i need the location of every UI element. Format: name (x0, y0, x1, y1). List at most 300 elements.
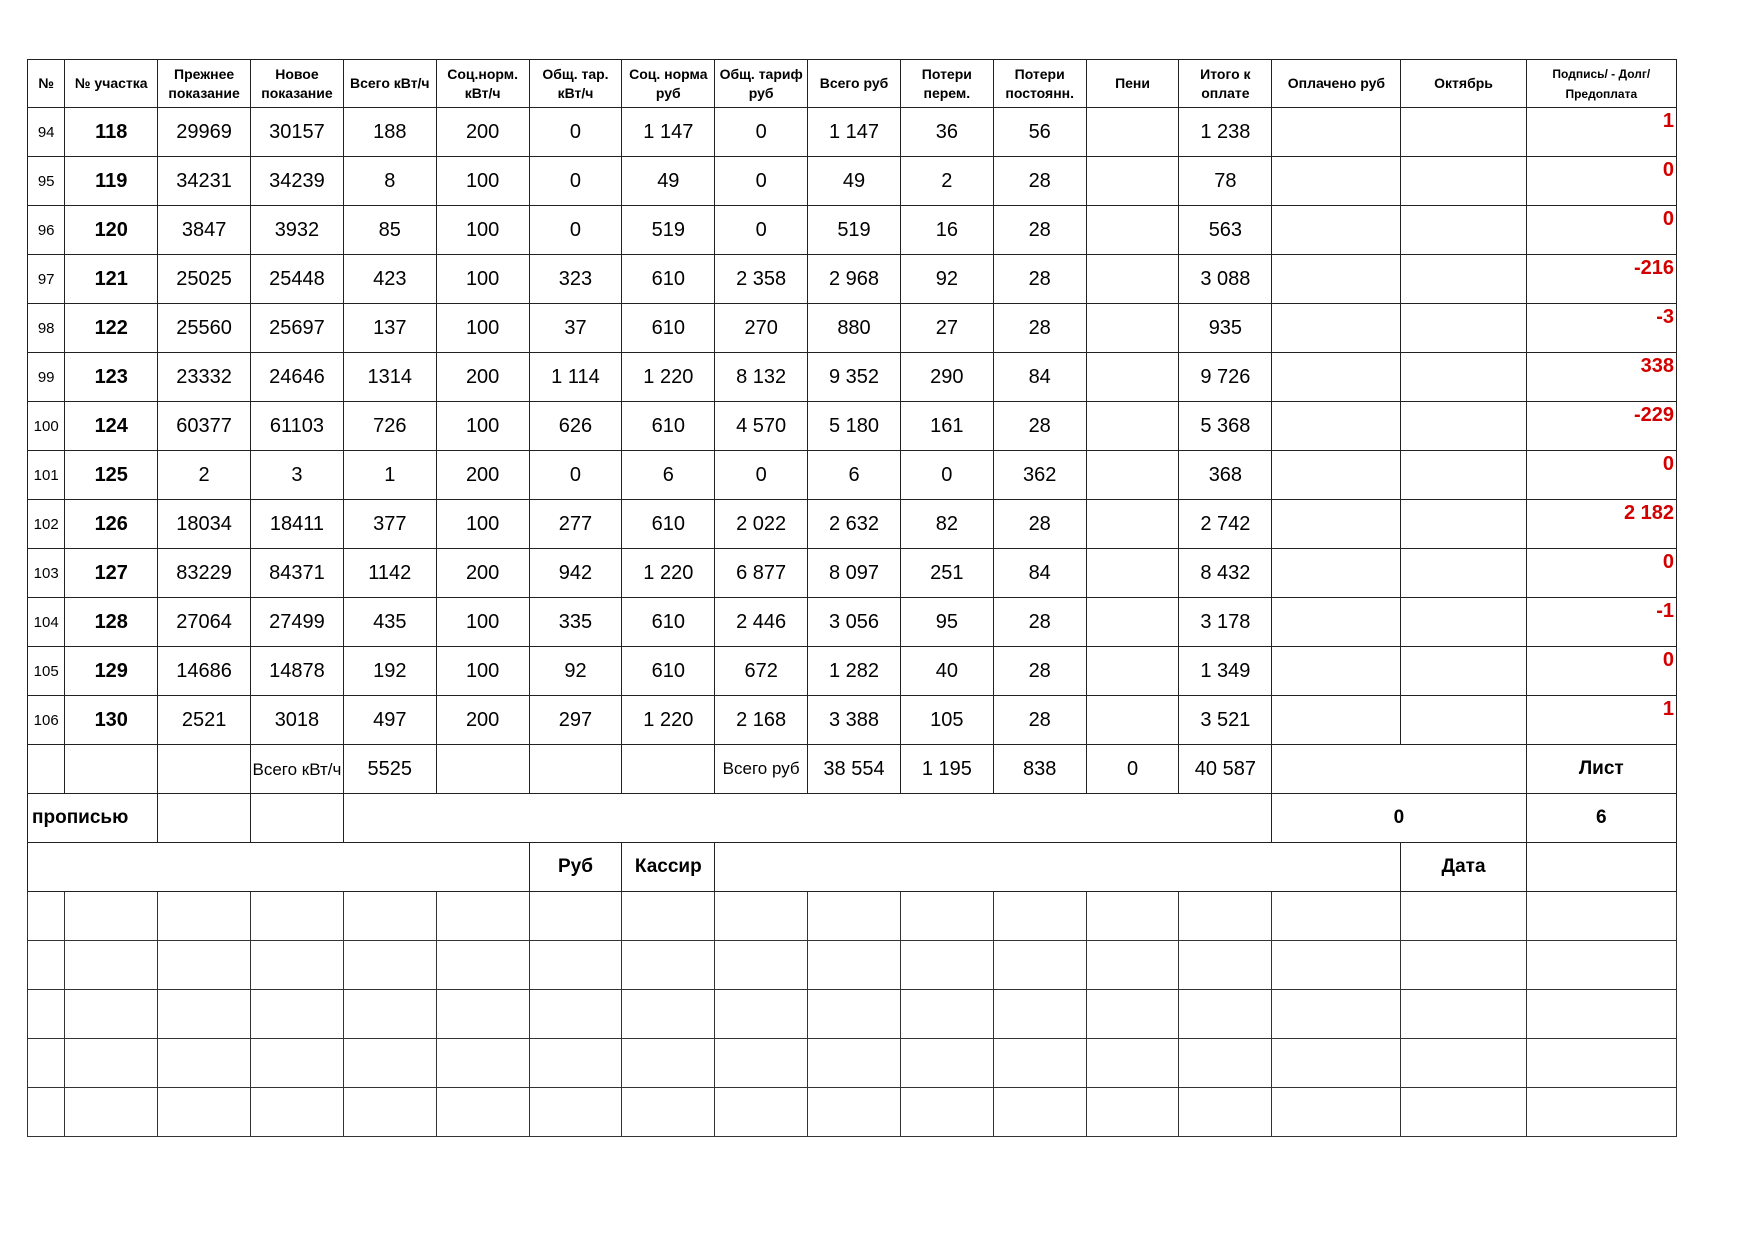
table-row (28, 500, 1677, 549)
empty-cell (28, 843, 530, 892)
amount-in-words-field[interactable] (343, 794, 1271, 843)
previous-reading: 18034 (158, 500, 251, 549)
october-value (1401, 402, 1526, 451)
fines (1086, 108, 1179, 157)
empty-grid-cell[interactable] (808, 892, 901, 941)
plot-number: 124 (65, 402, 158, 451)
new-reading: 84371 (251, 549, 344, 598)
empty-grid-cell[interactable] (65, 990, 158, 1039)
col-header-paid-rub: Оплачено руб (1272, 60, 1401, 108)
empty-grid-cell[interactable] (1086, 941, 1179, 990)
table-row (28, 206, 1677, 255)
empty-grid-cell[interactable] (1272, 941, 1401, 990)
empty-grid-cell[interactable] (1401, 892, 1526, 941)
empty-grid-cell[interactable] (622, 892, 715, 941)
social-norm-kwh: 100 (436, 206, 529, 255)
social-norm-kwh: 200 (436, 353, 529, 402)
empty-grid-cell[interactable] (1179, 1039, 1272, 1088)
balance-value: -229 (1526, 402, 1676, 451)
total-to-pay: 368 (1179, 451, 1272, 500)
october-value (1401, 598, 1526, 647)
col-header-total-kwh: Всего кВт/ч (343, 60, 436, 108)
row-index: 98 (28, 304, 65, 353)
constant-losses: 28 (993, 500, 1086, 549)
table-row (28, 647, 1677, 696)
social-norm-kwh: 100 (436, 500, 529, 549)
row-index: 104 (28, 598, 65, 647)
empty-grid-cell[interactable] (1272, 990, 1401, 1039)
empty-grid-cell[interactable] (1179, 990, 1272, 1039)
previous-reading: 34231 (158, 157, 251, 206)
fines (1086, 647, 1179, 696)
row-index: 99 (28, 353, 65, 402)
total-to-pay: 9 726 (1179, 353, 1272, 402)
col-header-new-reading: Новое показание (251, 60, 344, 108)
total-rub: 3 388 (808, 696, 901, 745)
general-tariff-rub: 2 446 (715, 598, 808, 647)
balance-value: 1 (1526, 108, 1676, 157)
paid-rub (1272, 451, 1401, 500)
empty-grid-cell[interactable] (158, 892, 251, 941)
plot-number: 120 (65, 206, 158, 255)
october-value (1401, 304, 1526, 353)
balance-value: -216 (1526, 255, 1676, 304)
general-tariff-rub: 2 022 (715, 500, 808, 549)
empty-grid-cell[interactable] (715, 941, 808, 990)
empty-grid-row (28, 990, 1677, 1039)
col-header-previous-reading: Прежнее показание (158, 60, 251, 108)
general-tariff-kwh: 0 (529, 157, 622, 206)
row-index: 105 (28, 647, 65, 696)
constant-losses: 84 (993, 549, 1086, 598)
october-value (1401, 157, 1526, 206)
empty-grid-cell[interactable] (1401, 1088, 1526, 1137)
row-index: 102 (28, 500, 65, 549)
billing-sheet (27, 59, 1677, 1137)
balance-value: 0 (1526, 206, 1676, 255)
amount-in-words-row (28, 794, 1677, 843)
general-tariff-kwh: 0 (529, 451, 622, 500)
table-row (28, 304, 1677, 353)
general-tariff-kwh: 335 (529, 598, 622, 647)
empty-cell (65, 745, 158, 794)
total-to-pay: 1 349 (1179, 647, 1272, 696)
variable-losses: 27 (900, 304, 993, 353)
total-rub: 1 282 (808, 647, 901, 696)
empty-grid (28, 892, 1677, 1137)
empty-grid-cell[interactable] (529, 892, 622, 941)
empty-grid-cell[interactable] (1179, 1088, 1272, 1137)
new-reading: 25697 (251, 304, 344, 353)
constant-losses: 84 (993, 353, 1086, 402)
total-rub: 2 968 (808, 255, 901, 304)
empty-grid-cell[interactable] (808, 1039, 901, 1088)
social-norm-rub: 610 (622, 304, 715, 353)
empty-grid-cell[interactable] (436, 990, 529, 1039)
empty-grid-cell[interactable] (1086, 1039, 1179, 1088)
previous-reading: 27064 (158, 598, 251, 647)
social-norm-kwh: 100 (436, 255, 529, 304)
new-reading: 3932 (251, 206, 344, 255)
balance-value: 2 182 (1526, 500, 1676, 549)
fines (1086, 304, 1179, 353)
empty-grid-cell[interactable] (900, 941, 993, 990)
total-to-pay: 935 (1179, 304, 1272, 353)
general-tariff-kwh: 323 (529, 255, 622, 304)
empty-grid-cell[interactable] (1086, 892, 1179, 941)
fines (1086, 696, 1179, 745)
general-tariff-rub: 672 (715, 647, 808, 696)
total-to-pay: 2 742 (1179, 500, 1272, 549)
empty-grid-cell[interactable] (1086, 990, 1179, 1039)
table-row (28, 353, 1677, 402)
col-header-social-norm-kwh: Соц.норм. кВт/ч (436, 60, 529, 108)
total-to-pay: 8 432 (1179, 549, 1272, 598)
general-tariff-rub: 0 (715, 451, 808, 500)
col-header-fines: Пени (1086, 60, 1179, 108)
empty-grid-cell[interactable] (1272, 1088, 1401, 1137)
fines (1086, 451, 1179, 500)
october-value (1401, 451, 1526, 500)
empty-grid-cell[interactable] (900, 892, 993, 941)
row-index: 97 (28, 255, 65, 304)
paid-total: 0 (1272, 794, 1526, 843)
empty-grid-cell[interactable] (808, 941, 901, 990)
total-kwh: 377 (343, 500, 436, 549)
table-row (28, 108, 1677, 157)
empty-cell (622, 745, 715, 794)
social-norm-kwh: 100 (436, 402, 529, 451)
col-header-signature-balance: Подпись/ - Долг/Предоплата (1526, 60, 1676, 108)
empty-grid-cell[interactable] (1401, 990, 1526, 1039)
fines (1086, 255, 1179, 304)
empty-grid-cell[interactable] (1086, 1088, 1179, 1137)
empty-grid-cell[interactable] (715, 990, 808, 1039)
empty-grid-cell[interactable] (1526, 941, 1676, 990)
total-to-pay: 563 (1179, 206, 1272, 255)
previous-reading: 25560 (158, 304, 251, 353)
constant-losses: 28 (993, 647, 1086, 696)
empty-grid-cell[interactable] (251, 892, 344, 941)
total-rub: 8 097 (808, 549, 901, 598)
paid-rub (1272, 647, 1401, 696)
previous-reading: 2521 (158, 696, 251, 745)
constant-losses: 28 (993, 402, 1086, 451)
empty-grid-cell[interactable] (28, 1039, 65, 1088)
total-kwh: 8 (343, 157, 436, 206)
paid-rub (1272, 402, 1401, 451)
empty-grid-cell[interactable] (1526, 1088, 1676, 1137)
empty-grid-cell[interactable] (529, 941, 622, 990)
totals-rub-label: Всего руб (715, 745, 808, 794)
empty-grid-cell[interactable] (1179, 892, 1272, 941)
empty-grid-cell[interactable] (158, 941, 251, 990)
empty-grid-cell[interactable] (622, 1039, 715, 1088)
previous-reading: 23332 (158, 353, 251, 402)
empty-grid-cell[interactable] (436, 1088, 529, 1137)
table-row (28, 451, 1677, 500)
cashier-signature-field[interactable] (715, 843, 1401, 892)
general-tariff-kwh: 297 (529, 696, 622, 745)
total-rub: 2 632 (808, 500, 901, 549)
row-index: 101 (28, 451, 65, 500)
new-reading: 3018 (251, 696, 344, 745)
constant-losses: 56 (993, 108, 1086, 157)
col-header-plot: № участка (65, 60, 158, 108)
empty-grid-cell[interactable] (1526, 1039, 1676, 1088)
empty-grid-cell[interactable] (1272, 892, 1401, 941)
empty-grid-cell[interactable] (622, 941, 715, 990)
social-norm-kwh: 100 (436, 157, 529, 206)
constant-losses: 28 (993, 157, 1086, 206)
general-tariff-rub: 2 358 (715, 255, 808, 304)
empty-grid-cell[interactable] (993, 941, 1086, 990)
empty-grid-cell[interactable] (715, 892, 808, 941)
general-tariff-kwh: 626 (529, 402, 622, 451)
empty-grid-cell[interactable] (28, 990, 65, 1039)
empty-grid-cell[interactable] (436, 1039, 529, 1088)
empty-grid-cell[interactable] (900, 990, 993, 1039)
empty-grid-cell[interactable] (1526, 990, 1676, 1039)
empty-grid-cell[interactable] (436, 941, 529, 990)
social-norm-kwh: 100 (436, 647, 529, 696)
empty-cell (529, 745, 622, 794)
amount-in-words-label: прописью (28, 794, 158, 843)
empty-grid-cell[interactable] (28, 941, 65, 990)
variable-losses: 251 (900, 549, 993, 598)
social-norm-rub: 49 (622, 157, 715, 206)
plot-number: 126 (65, 500, 158, 549)
october-value (1401, 255, 1526, 304)
row-index: 106 (28, 696, 65, 745)
empty-grid-cell[interactable] (1179, 941, 1272, 990)
total-to-pay: 3 521 (1179, 696, 1272, 745)
total-rub: 6 (808, 451, 901, 500)
plot-number: 127 (65, 549, 158, 598)
rub-label: Руб (529, 843, 622, 892)
empty-grid-cell[interactable] (158, 1039, 251, 1088)
paid-rub (1272, 304, 1401, 353)
totals-total-rub: 38 554 (808, 745, 901, 794)
empty-grid-cell[interactable] (1401, 1039, 1526, 1088)
empty-cell (251, 794, 344, 843)
empty-grid-cell[interactable] (715, 1088, 808, 1137)
new-reading: 61103 (251, 402, 344, 451)
new-reading: 18411 (251, 500, 344, 549)
paid-rub (1272, 598, 1401, 647)
social-norm-rub: 1 220 (622, 549, 715, 598)
october-value (1401, 549, 1526, 598)
empty-grid-cell[interactable] (251, 1039, 344, 1088)
empty-grid-cell[interactable] (251, 1088, 344, 1137)
variable-losses: 2 (900, 157, 993, 206)
social-norm-rub: 1 220 (622, 353, 715, 402)
previous-reading: 83229 (158, 549, 251, 598)
social-norm-rub: 610 (622, 402, 715, 451)
total-to-pay: 5 368 (1179, 402, 1272, 451)
general-tariff-rub: 4 570 (715, 402, 808, 451)
previous-reading: 14686 (158, 647, 251, 696)
total-rub: 1 147 (808, 108, 901, 157)
empty-grid-cell[interactable] (343, 941, 436, 990)
total-kwh: 497 (343, 696, 436, 745)
table-row (28, 696, 1677, 745)
social-norm-kwh: 200 (436, 108, 529, 157)
empty-cell (158, 794, 251, 843)
totals-kwh: 5525 (343, 745, 436, 794)
empty-grid-cell[interactable] (993, 1088, 1086, 1137)
empty-grid-cell[interactable] (251, 990, 344, 1039)
empty-cell (158, 745, 251, 794)
row-index: 96 (28, 206, 65, 255)
empty-grid-cell[interactable] (622, 1088, 715, 1137)
social-norm-kwh: 200 (436, 696, 529, 745)
empty-cell (1272, 745, 1526, 794)
plot-number: 130 (65, 696, 158, 745)
empty-grid-cell[interactable] (28, 1088, 65, 1137)
general-tariff-kwh: 1 114 (529, 353, 622, 402)
fines (1086, 206, 1179, 255)
empty-grid-cell[interactable] (65, 941, 158, 990)
total-kwh: 85 (343, 206, 436, 255)
general-tariff-kwh: 0 (529, 108, 622, 157)
new-reading: 30157 (251, 108, 344, 157)
empty-grid-cell[interactable] (65, 1088, 158, 1137)
variable-losses: 161 (900, 402, 993, 451)
total-kwh: 1142 (343, 549, 436, 598)
general-tariff-kwh: 277 (529, 500, 622, 549)
social-norm-kwh: 100 (436, 598, 529, 647)
previous-reading: 60377 (158, 402, 251, 451)
total-kwh: 726 (343, 402, 436, 451)
empty-grid-cell[interactable] (993, 892, 1086, 941)
general-tariff-kwh: 942 (529, 549, 622, 598)
paid-rub (1272, 500, 1401, 549)
october-value (1401, 353, 1526, 402)
col-header-variable-losses: Потери перем. (900, 60, 993, 108)
empty-grid-cell[interactable] (343, 892, 436, 941)
total-kwh: 423 (343, 255, 436, 304)
header-row (28, 60, 1677, 108)
empty-grid-cell[interactable] (1526, 892, 1676, 941)
cashier-signature-row (28, 843, 1677, 892)
date-field[interactable] (1526, 843, 1676, 892)
social-norm-rub: 1 147 (622, 108, 715, 157)
col-header-social-norm-rub: Соц. норма руб (622, 60, 715, 108)
constant-losses: 28 (993, 696, 1086, 745)
empty-grid-cell[interactable] (900, 1039, 993, 1088)
variable-losses: 16 (900, 206, 993, 255)
variable-losses: 36 (900, 108, 993, 157)
previous-reading: 25025 (158, 255, 251, 304)
empty-grid-cell[interactable] (1401, 941, 1526, 990)
new-reading: 34239 (251, 157, 344, 206)
paid-rub (1272, 353, 1401, 402)
table-row (28, 157, 1677, 206)
empty-grid-cell[interactable] (343, 990, 436, 1039)
empty-grid-cell[interactable] (1272, 1039, 1401, 1088)
empty-grid-cell[interactable] (436, 892, 529, 941)
paid-rub (1272, 206, 1401, 255)
row-index: 94 (28, 108, 65, 157)
empty-grid-cell[interactable] (343, 1039, 436, 1088)
date-label: Дата (1401, 843, 1526, 892)
empty-grid-cell[interactable] (993, 990, 1086, 1039)
balance-value: 0 (1526, 647, 1676, 696)
social-norm-rub: 610 (622, 598, 715, 647)
fines (1086, 598, 1179, 647)
total-kwh: 435 (343, 598, 436, 647)
empty-grid-cell[interactable] (251, 941, 344, 990)
empty-grid-cell[interactable] (529, 990, 622, 1039)
empty-grid-cell[interactable] (622, 990, 715, 1039)
general-tariff-rub: 0 (715, 108, 808, 157)
general-tariff-rub: 270 (715, 304, 808, 353)
social-norm-rub: 610 (622, 255, 715, 304)
social-norm-rub: 610 (622, 500, 715, 549)
balance-value: -1 (1526, 598, 1676, 647)
new-reading: 27499 (251, 598, 344, 647)
empty-grid-cell[interactable] (715, 1039, 808, 1088)
total-kwh: 1 (343, 451, 436, 500)
empty-grid-cell[interactable] (529, 1039, 622, 1088)
total-rub: 519 (808, 206, 901, 255)
total-rub: 5 180 (808, 402, 901, 451)
total-kwh: 192 (343, 647, 436, 696)
sheet-label: Лист (1526, 745, 1676, 794)
empty-grid-cell[interactable] (65, 1039, 158, 1088)
variable-losses: 40 (900, 647, 993, 696)
row-index: 103 (28, 549, 65, 598)
plot-number: 125 (65, 451, 158, 500)
variable-losses: 92 (900, 255, 993, 304)
previous-reading: 3847 (158, 206, 251, 255)
general-tariff-rub: 2 168 (715, 696, 808, 745)
empty-grid-cell[interactable] (158, 990, 251, 1039)
total-rub: 9 352 (808, 353, 901, 402)
empty-grid-cell[interactable] (900, 1088, 993, 1137)
balance-value: 0 (1526, 549, 1676, 598)
row-index: 95 (28, 157, 65, 206)
total-kwh: 188 (343, 108, 436, 157)
empty-grid-cell[interactable] (158, 1088, 251, 1137)
paid-rub (1272, 157, 1401, 206)
empty-grid-cell[interactable] (529, 1088, 622, 1137)
empty-grid-cell[interactable] (808, 990, 901, 1039)
constant-losses: 362 (993, 451, 1086, 500)
empty-grid-cell[interactable] (993, 1039, 1086, 1088)
total-to-pay: 3 178 (1179, 598, 1272, 647)
empty-grid-cell[interactable] (65, 892, 158, 941)
total-to-pay: 78 (1179, 157, 1272, 206)
empty-grid-cell[interactable] (28, 892, 65, 941)
total-rub: 3 056 (808, 598, 901, 647)
general-tariff-kwh: 92 (529, 647, 622, 696)
col-header-october: Октябрь (1401, 60, 1526, 108)
paid-rub (1272, 549, 1401, 598)
empty-grid-cell[interactable] (808, 1088, 901, 1137)
social-norm-kwh: 200 (436, 549, 529, 598)
social-norm-rub: 519 (622, 206, 715, 255)
totals-row (28, 745, 1677, 794)
social-norm-rub: 1 220 (622, 696, 715, 745)
empty-grid-cell[interactable] (343, 1088, 436, 1137)
balance-value: 338 (1526, 353, 1676, 402)
paid-rub (1272, 108, 1401, 157)
variable-losses: 0 (900, 451, 993, 500)
plot-number: 122 (65, 304, 158, 353)
total-to-pay: 3 088 (1179, 255, 1272, 304)
